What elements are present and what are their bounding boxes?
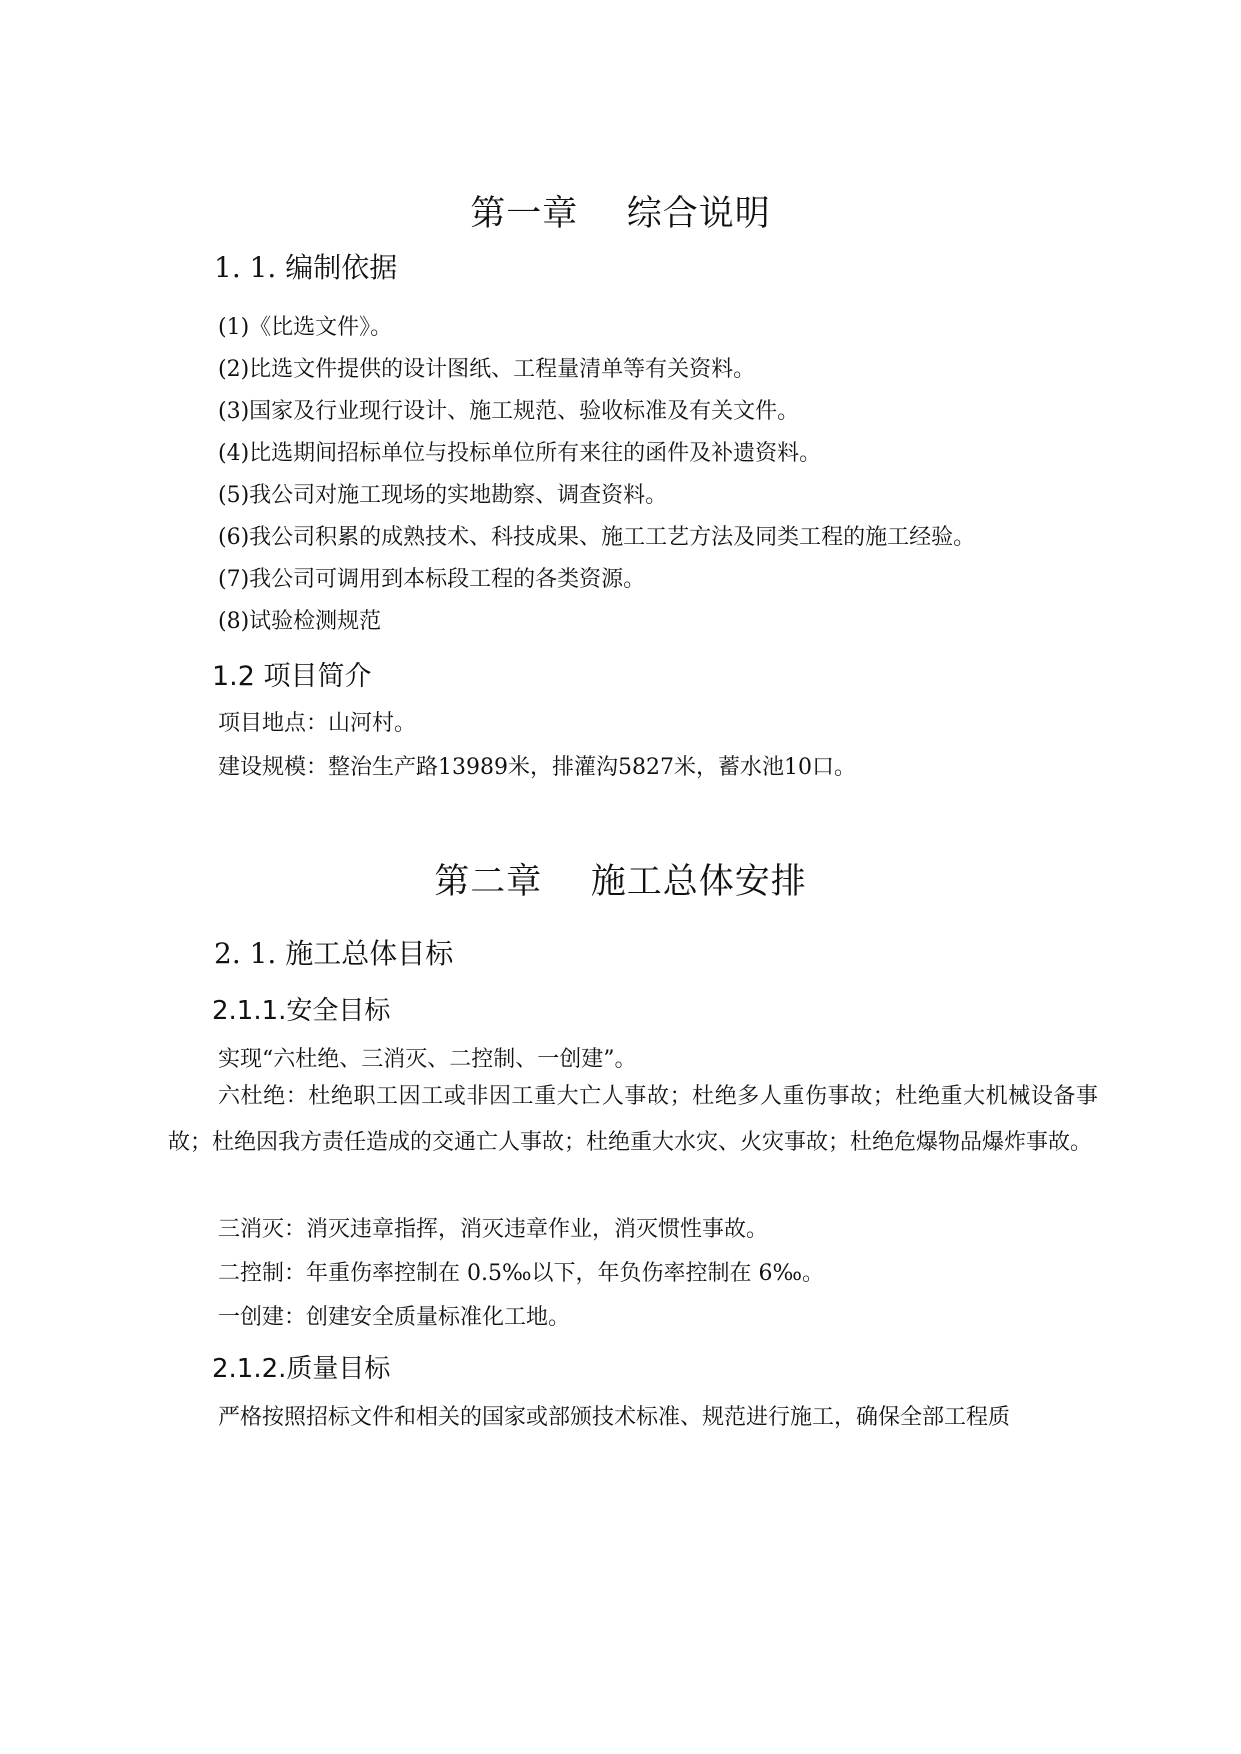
section-1-1-heading: 1. 1. 编制依据 (214, 251, 398, 284)
project-scale: 建设规模：整治生产路13989米，排灌沟5827米，蓄水池10口。 (218, 755, 856, 780)
basis-item-3: (3)国家及行业现行设计、施工规范、验收标准及有关文件。 (218, 399, 800, 424)
safety-intro: 实现“六杜绝、三消灭、二控制、一创建”。 (218, 1047, 637, 1072)
basis-item-5: (5)我公司对施工现场的实地勘察、调查资料。 (218, 483, 668, 508)
safety-three-eliminations: 三消灭：消灭违章指挥，消灭违章作业，消灭惯性事故。 (218, 1217, 769, 1242)
section-1-2-heading: 1.2 项目简介 (212, 661, 372, 692)
quality-text: 严格按照招标文件和相关的国家或部颁技术标准、规范进行施工，确保全部工程质 (218, 1405, 1011, 1430)
basis-item-7: (7)我公司可调用到本标段工程的各类资源。 (218, 567, 646, 592)
safety-two-controls: 二控制：年重伤率控制在 0.5‰以下，年负伤率控制在 6‰。 (218, 1261, 825, 1286)
safety-one-creation: 一创建：创建安全质量标准化工地。 (218, 1305, 571, 1330)
section-2-1-2-heading: 2.1.2.质量目标 (212, 1354, 391, 1384)
basis-item-2: (2)比选文件提供的设计图纸、工程量清单等有关资料。 (218, 357, 756, 382)
section-2-1-1-heading: 2.1.1.安全目标 (212, 996, 391, 1026)
project-location: 项目地点：山河村。 (218, 711, 417, 736)
basis-item-6: (6)我公司积累的成熟技术、科技成果、施工工艺方法及同类工程的施工经验。 (218, 525, 976, 550)
basis-item-8: (8)试验检测规范 (218, 609, 382, 634)
section-2-1-heading: 2. 1. 施工总体目标 (214, 937, 454, 970)
chapter-1-title: 第一章 综合说明 (470, 194, 771, 234)
basis-item-4: (4)比选期间招标单位与投标单位所有来往的函件及补遗资料。 (218, 441, 822, 466)
chapter-2-title: 第二章 施工总体安排 (434, 862, 807, 902)
basis-item-1: (1)《比选文件》。 (218, 315, 393, 340)
safety-six-eliminations: 六杜绝：杜绝职工因工或非因工重大亡人事故；杜绝多人重伤事故；杜绝重大机械设备事故；杜绝因我方责任造成的交通亡人事故；杜绝重大水灾、火灾事故；杜绝危爆物品爆炸事故。 (168, 1084, 1098, 1155)
